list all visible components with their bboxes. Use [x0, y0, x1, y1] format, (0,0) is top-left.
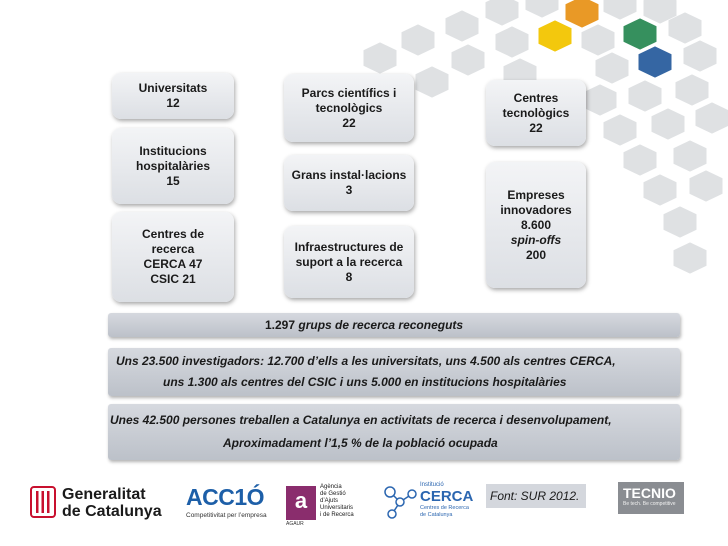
tecnio-sub: Be tech. Be competitive	[623, 501, 676, 507]
agaur-tag: AGAUR	[286, 521, 304, 527]
card-universitats	[112, 73, 234, 119]
hexagon-shape	[664, 206, 697, 237]
card-title: spin-offs	[510, 232, 562, 247]
hexagon-shape	[696, 102, 728, 133]
hexagon-shape	[639, 46, 672, 77]
card-value: CSIC 21	[150, 272, 196, 286]
hexagon-shape	[539, 20, 572, 51]
card-title: Infraestructures de	[294, 239, 404, 254]
card-grans-instal-lacions	[284, 155, 414, 211]
hexagon-shape	[566, 0, 599, 28]
card-value: 200	[525, 247, 547, 262]
card-centres-tecnologics	[486, 80, 586, 146]
hexagon-shape	[446, 10, 479, 41]
cerca-logo	[382, 480, 482, 526]
people-line-2: Aproximadament l’1,5 % de la població ocupada	[223, 436, 498, 450]
hexagon-shape	[604, 0, 637, 20]
card-title: Institucions	[139, 143, 207, 158]
hexagon-shape	[674, 242, 707, 273]
groups-number: 1.297	[265, 318, 296, 332]
hexagon-shape	[526, 0, 559, 18]
card-title: tecnològics	[502, 105, 570, 120]
hexagon-shape	[629, 80, 662, 111]
card-infraestructures-suport	[284, 226, 414, 298]
card-title: hospitalàries	[135, 158, 211, 173]
card-title: Centres	[513, 90, 559, 105]
card-value: 22	[342, 115, 356, 130]
card-title: Parcs científics i	[301, 85, 397, 100]
card-value: 8	[345, 269, 353, 284]
card-title: Centres de	[141, 227, 205, 241]
card-institucions-hospitalaries	[112, 128, 234, 204]
card-value: CERCA 47	[143, 257, 203, 271]
bar-persones	[108, 404, 680, 460]
card-value: 12	[166, 96, 180, 110]
cerca-sub: de Catalunya	[420, 512, 453, 518]
card-value: 22	[529, 120, 543, 135]
hexagon-shape	[674, 140, 707, 171]
card-title: Empreses	[507, 187, 565, 202]
hexagon-shape	[582, 24, 615, 55]
card-title: tecnològics	[315, 100, 383, 115]
hexagon-shape	[684, 40, 717, 71]
generalitat-emblem-icon	[30, 486, 56, 520]
generalitat-name: de Catalunya	[62, 503, 162, 520]
agaur-text: Agència	[320, 484, 342, 490]
tecnio-name: TECNIO	[623, 485, 676, 501]
researchers-line-1: Uns 23.500 investigadors: 12.700 d’ells a les universitats, uns 4.500 als centres CERCA,	[116, 354, 616, 368]
hexagon-shape	[364, 42, 397, 73]
bar-grups-recerca	[108, 313, 680, 337]
hexagon-shape	[690, 170, 723, 201]
agaur-mark: a	[286, 486, 316, 520]
card-title: Grans instal·lacions	[291, 168, 407, 182]
cerca-name: CERCA	[420, 488, 474, 505]
hexagon-shape	[402, 24, 435, 55]
generalitat-name: Generalitat	[62, 486, 146, 503]
hexagon-shape	[596, 52, 629, 83]
agaur-text: Universitaris	[320, 505, 354, 511]
hexagon-shape	[584, 84, 617, 115]
accio-logo	[186, 484, 276, 524]
card-title: suport a la recerca	[295, 254, 403, 269]
card-title: recerca	[151, 242, 195, 256]
accio-name: ACC1Ó	[186, 484, 265, 510]
generalitat-logo	[30, 484, 175, 524]
source-note: Font: SUR 2012.	[486, 484, 586, 508]
card-value: 15	[166, 173, 180, 188]
card-centres-recerca	[112, 212, 234, 302]
card-title: Universitats	[138, 81, 208, 95]
card-parcs-cientifics	[284, 74, 414, 142]
hexagon-shape	[452, 44, 485, 75]
hexagon-shape	[496, 26, 529, 57]
card-value: 8.600	[520, 217, 552, 232]
agaur-text: de Gestió	[320, 491, 346, 497]
researchers-line-2: uns 1.300 als centres del CSIC i uns 5.000 en institucions hospitalàries	[163, 375, 567, 389]
hexagon-shape	[624, 144, 657, 175]
card-empreses-innovadores	[486, 162, 586, 288]
hexagon-shape	[604, 114, 637, 145]
people-line-1: Unes 42.500 persones treballen a Catalunya en activitats de recerca i desenvolupament,	[110, 413, 612, 427]
agaur-logo	[286, 484, 376, 528]
tecnio-logo	[618, 482, 684, 514]
groups-text: grups de recerca reconeguts	[295, 318, 464, 332]
hexagon-shape	[486, 0, 519, 26]
card-title: innovadores	[500, 202, 572, 217]
cerca-sub: Centres de Recerca	[420, 505, 469, 511]
bar-investigadors	[108, 348, 680, 396]
hexagon-shape	[652, 108, 685, 139]
accio-tagline: Competitivitat per l’empresa	[186, 512, 267, 519]
hexagon-shape	[624, 18, 657, 49]
cerca-prefix: Institució	[420, 482, 444, 488]
agaur-text: i de Recerca	[320, 512, 354, 518]
hexagon-shape	[676, 74, 709, 105]
cerca-network-icon	[382, 484, 418, 520]
hexagon-shape	[416, 66, 449, 97]
agaur-text: d’Ajuts	[320, 498, 339, 504]
card-value: 3	[345, 183, 353, 197]
hexagon-shape	[644, 174, 677, 205]
